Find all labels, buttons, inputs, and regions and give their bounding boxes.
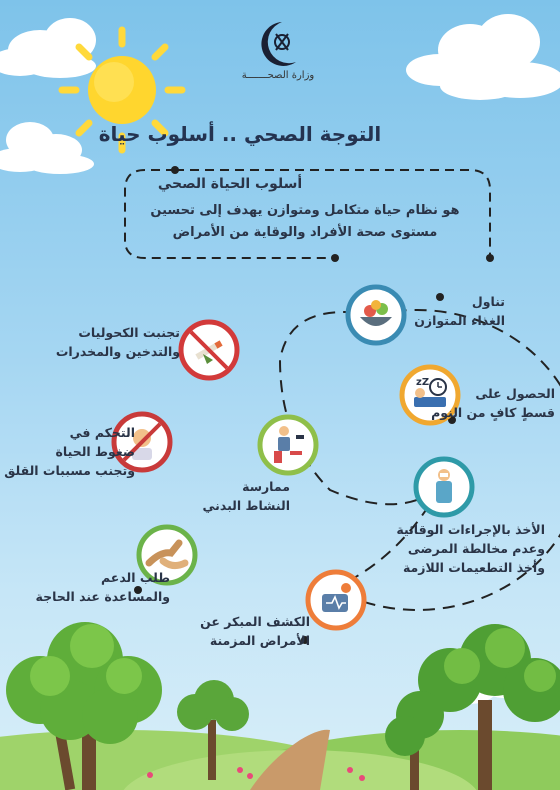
label-line: التحكم في (69, 425, 135, 440)
definition-heading: أسلوب الحياة الصحي (157, 176, 303, 192)
label-food (410, 292, 505, 330)
prevention-icon (416, 459, 472, 515)
label-line: ممارسة (242, 479, 290, 494)
early-screening-icon (308, 572, 364, 628)
label-prevention (390, 520, 545, 577)
label-line: ضغوط الحياة (55, 444, 135, 459)
no-smoking-icon (181, 322, 237, 378)
label-support (35, 568, 170, 606)
svg-text:zZ: zZ (416, 377, 430, 388)
label-avoid (50, 323, 180, 361)
label-line: وتجنب مسببات القلق (4, 463, 135, 478)
ministry-logo (261, 22, 296, 66)
label-line: وأخذ التطعيمات اللازمة (402, 560, 545, 575)
label-line: قسطٍ كافٍ من النوم (431, 405, 555, 420)
label-line: الأخذ بالإجراءات الوقائية (396, 522, 545, 537)
ministry-name: وزارة الصحـــــــة (241, 70, 315, 81)
physical-activity-icon (260, 417, 316, 473)
label-line: وعدم مخالطة المرضى (407, 541, 545, 556)
label-activity (202, 477, 290, 515)
label-line: تجنبت الكحوليات (78, 325, 180, 340)
label-line: والتدخين والمخدرات (55, 344, 180, 359)
definition-text: هو نظام حياة متكامل ومتوازن يهدف إلى تحسين مستوى صحة الأفراد والوقاية من الأمراض (150, 203, 460, 240)
label-line: الكشف المبكر عن (200, 614, 310, 629)
label-line: الحصول على (475, 386, 555, 401)
cloud-top-right (406, 14, 560, 100)
label-stress (4, 423, 135, 480)
label-screening (200, 612, 310, 650)
page-title: التوجة الصحي .. أسلوب حياة (98, 122, 382, 146)
label-line: النشاط البدني (202, 498, 290, 513)
label-line: طلب الدعم (100, 570, 170, 585)
label-line: الغذاء المتوازن (414, 313, 505, 328)
label-line: والمساعدة عند الحاجة (35, 589, 170, 604)
label-line: الأمراض المزمنة (209, 633, 310, 648)
balanced-food-icon (348, 287, 404, 343)
label-sleep (431, 384, 555, 422)
label-line: تناول (471, 294, 505, 309)
